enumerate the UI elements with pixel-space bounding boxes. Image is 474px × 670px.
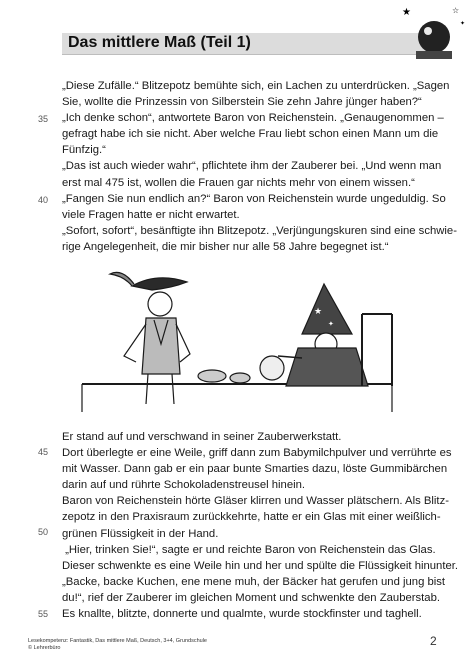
illustration-baron-and-wizard bbox=[62, 264, 412, 414]
text-line: „Das ist auch wieder wahr“, pflichtete ihm der Zauberer bei. „Und wenn man bbox=[62, 160, 442, 173]
svg-text:✦: ✦ bbox=[460, 21, 466, 27]
text-line: zepotz in den Praxisraum zurückkehrte, hatte er ein Glas mit einer weißlich- bbox=[62, 511, 441, 524]
page-number: 2 bbox=[430, 634, 437, 648]
line-number: 45 bbox=[38, 447, 49, 457]
line-number: 50 bbox=[38, 527, 49, 537]
text-line: „Diese Zufälle.“ Blitzepotz bemühte sich, ein Lachen zu unterdrücken. „Sagen bbox=[62, 80, 450, 92]
text-line: Es knallte, blitzte, donnerte und qualmte, wurde stockfinster und taghell. bbox=[62, 608, 422, 621]
story-text-top bbox=[62, 78, 457, 255]
text-line: mit Wasser. Dann gab er ein paar bunte Smarties dazu, löste Gummibärchen bbox=[62, 463, 448, 476]
text-line: erst mal 475 ist, wollen die Frauen gar nichts mehr von einem wissen.“ bbox=[62, 176, 415, 189]
text-line: Fünfzig.“ bbox=[62, 144, 106, 157]
footer-source: Lesekompetenz: Fantastik, Das mittlere Maß, Deutsch, 3+4, Grundschule bbox=[28, 638, 207, 644]
text-line: Dieser schwenkte es eine Weile hin und her und spülte die Flüssigkeit hinunter. bbox=[62, 559, 459, 572]
svg-text:★: ★ bbox=[402, 7, 411, 18]
svg-text:✦: ✦ bbox=[328, 321, 334, 328]
text-line: Baron von Reichenstein hörte Gläser klirren und Wasser plätschern. Als Blitz- bbox=[62, 495, 449, 508]
text-line: „Hier, trinken Sie!“, sagte er und reichte Baron von Reichenstein das Glas. bbox=[62, 543, 436, 556]
footer bbox=[28, 638, 207, 652]
crystal-ball-icon bbox=[394, 3, 474, 63]
footer-copyright: © Lehrerbüro bbox=[28, 645, 61, 651]
text-line: „Fangen Sie nun endlich an?“ Baron von Reichenstein wurde ungeduldig. So bbox=[62, 192, 446, 205]
text-line: „Ich denke schon“, antwortete Baron von Reichenstein. „Genaugenommen – bbox=[62, 112, 444, 125]
text-line: Er stand auf und verschwand in seiner Zauberwerkstatt. bbox=[62, 431, 342, 443]
text-line: du!“, rief der Zauberer im gleichen Moment und schwenkte den Zauberstab. bbox=[62, 591, 441, 604]
story-text-bottom bbox=[62, 429, 459, 622]
text-line: Dort überlegte er eine Weile, griff dann zum Babymilchpulver und verrührte es bbox=[62, 447, 452, 460]
line-number: 40 bbox=[38, 195, 49, 205]
text-line: grünen Flüssigkeit in der Hand. bbox=[62, 527, 219, 540]
svg-text:☆: ☆ bbox=[452, 6, 460, 15]
text-line: rige Angelegenheit, die mir bisher nur alle 58 Jahre begegnet ist.“ bbox=[62, 240, 389, 253]
line-number: 55 bbox=[38, 609, 49, 619]
text-line: viele Fragen hatte er nicht erwartet. bbox=[62, 208, 240, 221]
text-line: darin auf und rührte Schokoladenstreusel hinein. bbox=[62, 479, 306, 492]
line-number: 35 bbox=[38, 114, 49, 124]
svg-text:★: ★ bbox=[314, 306, 323, 316]
text-line: gefragt habe ich sie nicht. Aber welche Frau liebt schon einen Mann um die bbox=[62, 128, 439, 141]
text-line: Sie, wollte die Prinzessin von Silberstein Sie zehn Jahre jünger haben?“ bbox=[62, 96, 422, 109]
page-title: Das mittlere Maß (Teil 1) bbox=[68, 34, 251, 51]
title-bar bbox=[62, 6, 466, 55]
text-line: „Backe, backe Kuchen, ene mene muh, der Bäcker hat gerufen und jung bist bbox=[62, 575, 446, 588]
text-line: „Sofort, sofort“, besänftigte ihn Blitzepotz. „Verjüngungskuren sind eine schwie- bbox=[62, 224, 457, 237]
